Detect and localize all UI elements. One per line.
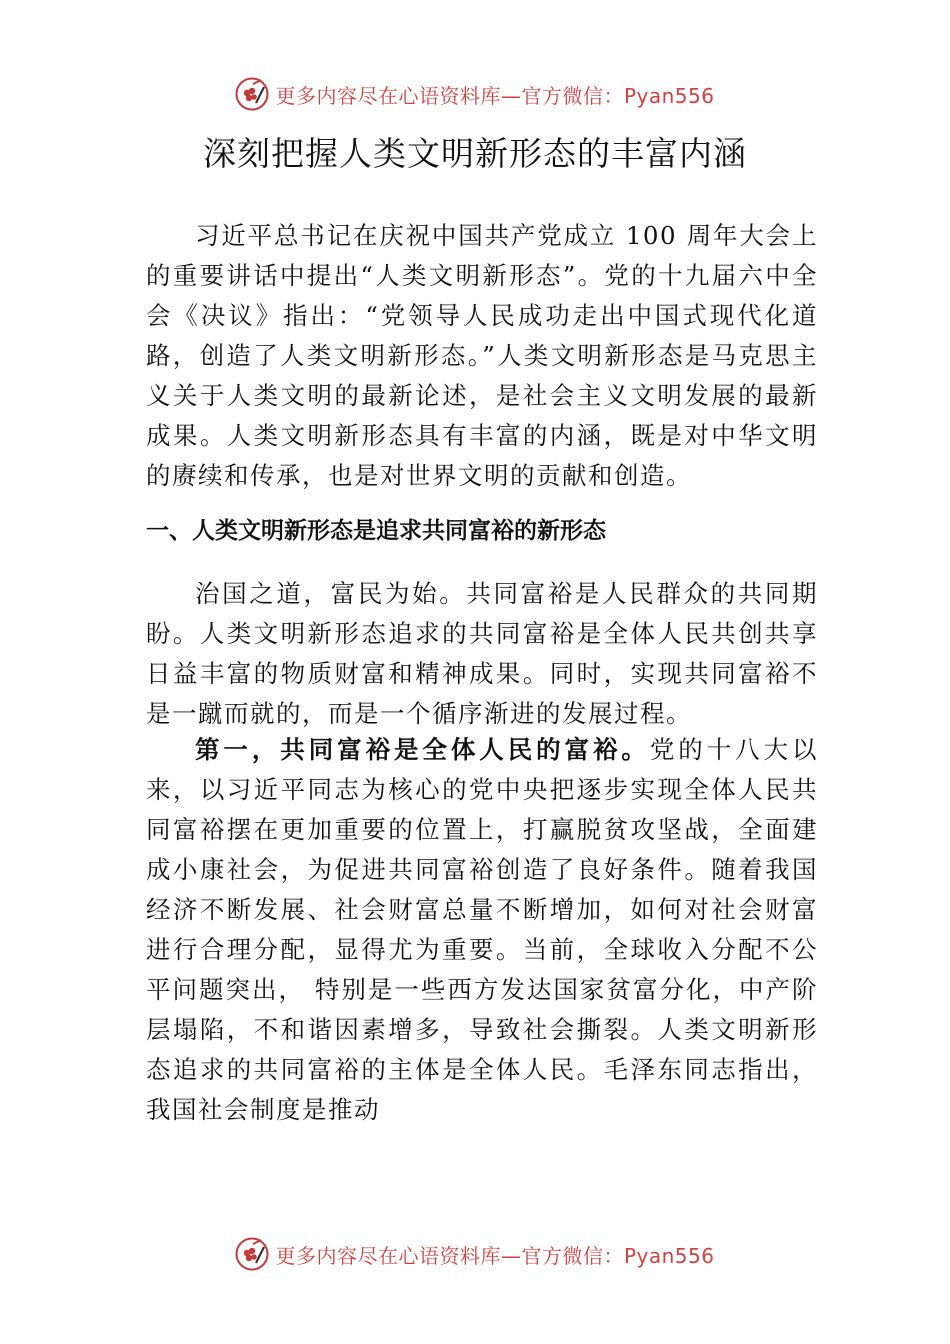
section-paragraph-2 bbox=[146, 730, 818, 1130]
paragraph-body: 党的十八大以来，以习近平同志为核心的党中央把逐步实现全体人民共同富裕摆在更加重要的位置上，打赢脱贫攻坚战，全面建成小康社会，为促进共同富裕创造了良好条件。随着我国经济不断发展、社会财富总量不断增加，如何对社会财富进行合理分配，显得尤为重要。当前，全球收入分配不公平问题突出， 特别是一些西方发达国家贫富分化，中产阶层塌陷，不和谐因素增多，导致社会撕裂。人类文明新形态追求的共同富裕的主体是全体人民。毛泽东同志指出，我国社会制度是推动 bbox=[146, 735, 819, 1124]
watermark-text: 更多内容尽在心语资料库—官方微信：Pyan556 bbox=[275, 83, 715, 108]
watermark-header bbox=[0, 74, 950, 114]
watermark-footer bbox=[0, 1234, 950, 1274]
section-heading: 一、人类文明新形态是追求共同富裕的新形态 bbox=[146, 518, 606, 544]
watermark-text: 更多内容尽在心语资料库—官方微信：Pyan556 bbox=[275, 1243, 715, 1268]
intro-paragraph: 习近平总书记在庆祝中国共产党成立 100 周年大会上的重要讲话中提出“人类文明新形态”。党的十九届六中全会《决议》指出：“党领导人民成功走出中国式现代化道路，创造了人类文明新形态。”人类文明新形态是马克思主义关于人类文明的最新论述，是社会主义文明发展的最新成果。人类文明新形态具有丰富的内涵，既是对中华文明的赓续和传承，也是对世界文明的贡献和创造。 bbox=[146, 221, 818, 490]
section-paragraph: 治国之道，富民为始。共同富裕是人民群众的共同期盼。人类文明新形态追求的共同富裕是全体人民共创共享日益丰富的物质财富和精神成果。同时，实现共同富裕不是一蹴而就的，而是一个循序渐进的发展过程。 bbox=[146, 579, 818, 728]
grapes-pencil-logo-icon bbox=[235, 1237, 269, 1271]
grapes-pencil-logo-icon bbox=[235, 77, 269, 111]
paragraph-lead: 第一，共同富裕是全体人民的富裕。 bbox=[195, 735, 650, 764]
document-title: 深刻把握人类文明新形态的丰富内涵 bbox=[203, 134, 747, 173]
